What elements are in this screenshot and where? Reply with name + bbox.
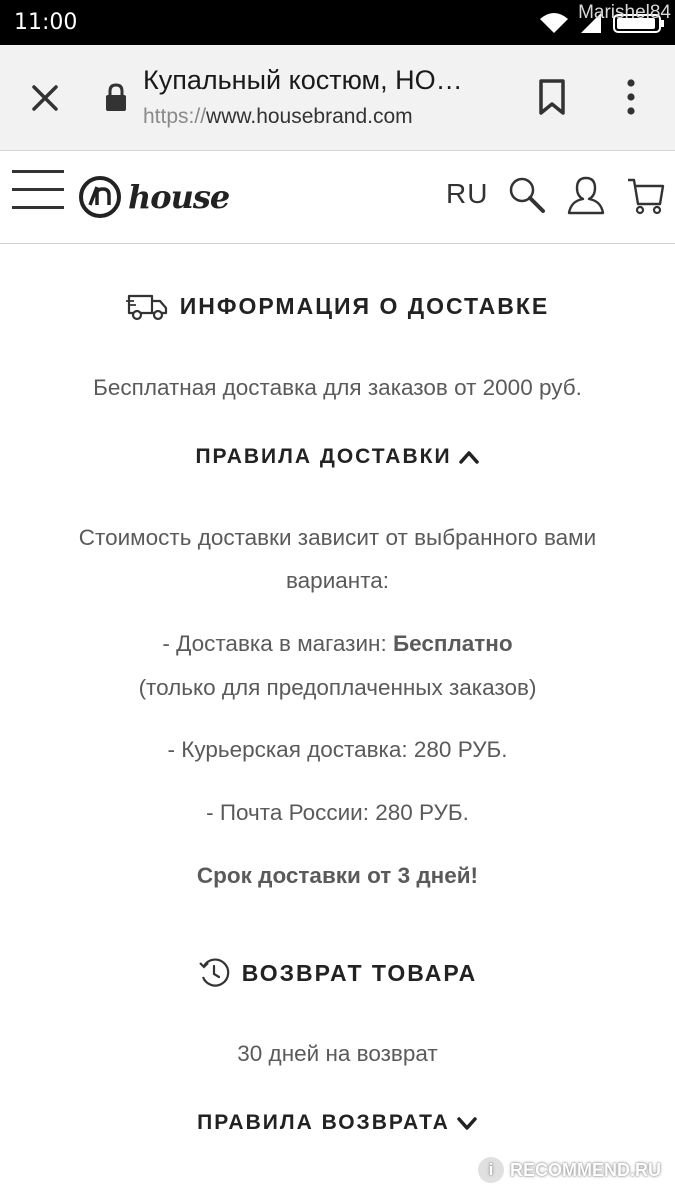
close-icon [22, 75, 68, 121]
return-clock-icon [198, 957, 230, 989]
recommend-watermark [478, 1157, 661, 1183]
store-delivery-value: Бесплатно [392, 631, 513, 656]
returns-section-header [0, 957, 675, 989]
post-delivery-line: - Почта России: 280 РУБ. [206, 800, 469, 825]
logo-mark-icon [78, 175, 122, 219]
cost-line-2: варианта: [285, 568, 390, 593]
delivery-term: Срок доставки от 3 дней! [196, 863, 479, 888]
delivery-rules-toggle[interactable] [0, 445, 675, 469]
menu-line [12, 170, 64, 173]
delivery-info-content [0, 245, 675, 1200]
status-time: 11:00 [14, 10, 78, 35]
returns-title: ВОЗВРАТ ТОВАРА [241, 959, 478, 986]
wifi-icon [539, 11, 569, 35]
return-rules-toggle[interactable] [0, 1111, 675, 1135]
delivery-rules-label: ПРАВИЛА ДОСТАВКИ [195, 445, 452, 468]
language-switcher[interactable]: RU [446, 178, 489, 209]
menu-line [12, 206, 64, 209]
watermark-text: RECOMMEND.RU [510, 1159, 661, 1180]
cost-line-1: Стоимость доставки зависит от выбранного вами [78, 525, 597, 550]
return-rules-label: ПРАВИЛА ВОЗВРАТА [197, 1111, 450, 1134]
return-days-note: 30 дней на возврат [237, 1041, 438, 1066]
user-icon [566, 174, 606, 216]
cart-icon [626, 174, 666, 216]
account-button[interactable] [566, 174, 606, 216]
page-title: Купальный костюм, НО… [143, 65, 463, 95]
browser-toolbar [0, 45, 675, 151]
site-header [0, 152, 675, 244]
watermark-username: Marishel84 [578, 2, 671, 23]
bookmark-button[interactable] [532, 75, 572, 119]
store-delivery-note: (только для предоплаченных заказов) [138, 675, 537, 700]
lock-icon [104, 83, 128, 113]
search-icon [506, 174, 548, 216]
delivery-section-header [0, 291, 675, 321]
cart-button[interactable] [626, 174, 666, 216]
delivery-truck-icon [126, 291, 168, 321]
close-tab-button[interactable] [22, 75, 68, 121]
browser-menu-button[interactable] [614, 75, 648, 119]
chevron-up-icon [458, 449, 480, 465]
store-delivery-line [0, 631, 675, 657]
house-logo[interactable] [78, 174, 229, 220]
url-bar[interactable] [143, 105, 413, 129]
courier-delivery-line: - Курьерская доставка: 280 РУБ. [167, 737, 508, 762]
delivery-title: ИНФОРМАЦИЯ О ДОСТАВКЕ [179, 292, 550, 319]
url-host: www.housebrand.com [206, 105, 413, 128]
more-vert-icon [614, 75, 648, 119]
logo-text: house [128, 178, 230, 216]
hamburger-menu-button[interactable] [12, 170, 64, 218]
search-button[interactable] [506, 174, 548, 216]
chevron-down-icon [456, 1115, 478, 1131]
store-delivery-label: - Доставка в магазин: [162, 631, 393, 656]
free-delivery-note: Бесплатная доставка для заказов от 2000 руб. [93, 375, 582, 400]
bookmark-icon [532, 75, 572, 119]
watermark-badge: i [478, 1157, 504, 1183]
url-scheme: https:// [143, 105, 207, 128]
status-bar [0, 0, 675, 45]
menu-line [12, 188, 64, 191]
